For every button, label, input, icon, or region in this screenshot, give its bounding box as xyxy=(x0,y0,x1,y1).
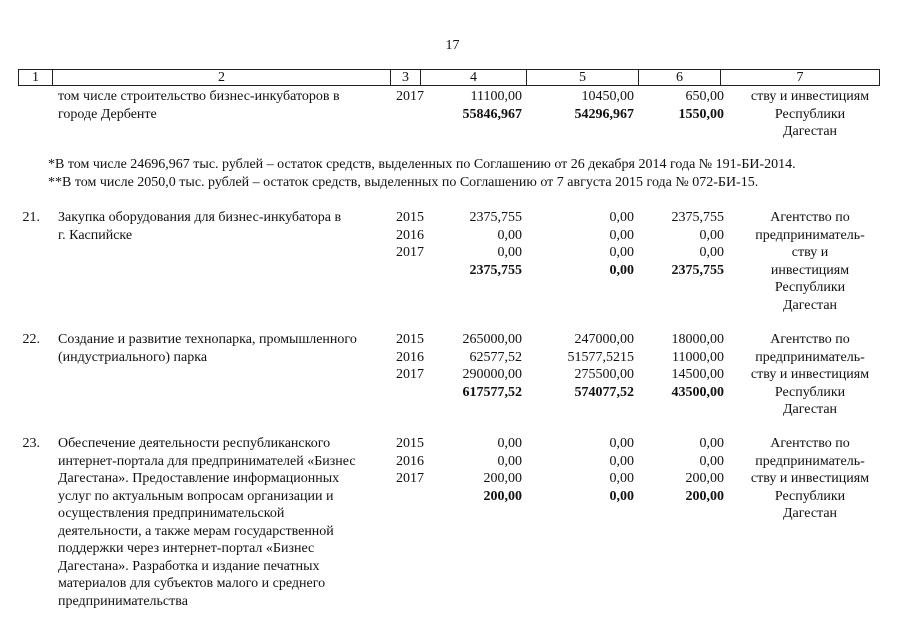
row-22-description: Создание и развитие технопарка, промышленного (индустриального) парка xyxy=(58,332,357,365)
row-23-agency: Агентство по предприниматель- ству и инвестициям Республики Дагестан xyxy=(750,436,870,521)
cont-row-col4: 11100,00 55846,967 xyxy=(462,89,522,122)
row-23-years: 2015 2016 2017 xyxy=(396,436,424,486)
header-col-3: 3 xyxy=(391,70,421,86)
row-21-agency: Агентство по предприниматель- ству и инвестициям Республики Дагестан xyxy=(755,210,865,313)
page-number: 17 xyxy=(445,38,460,53)
column-header-table xyxy=(18,69,880,86)
footnote-2: **В том числе 2050,0 тыс. рублей – остаток средств, выделенных по Соглашению от 7 августа 2015 года № 072-БИ-15. xyxy=(48,175,759,190)
row-23-col5: 0,00 0,00 0,00 0,00 xyxy=(609,436,634,504)
row-21-number: 21. xyxy=(22,210,40,225)
footnote-1: *В том числе 24696,967 тыс. рублей – остаток средств, выделенных по Соглашению от 26 декабря 2014 года № 191-БИ-2014. xyxy=(48,157,796,172)
cont-row-description: том числе строительство бизнес-инкубаторов в городе Дербенте xyxy=(58,89,340,122)
row-23-col6: 0,00 0,00 200,00 200,00 xyxy=(685,436,724,504)
row-21-description: Закупка оборудования для бизнес-инкубатора в г. Каспийске xyxy=(58,210,342,243)
row-21-col4: 2375,755 0,00 0,00 2375,755 xyxy=(469,210,522,278)
cont-row-col5: 10450,00 54296,967 xyxy=(574,89,634,122)
cont-row-col6: 650,00 1550,00 xyxy=(678,89,724,122)
row-22-agency: Агентство по предприниматель- ству и инвестициям Республики Дагестан xyxy=(750,332,870,417)
header-col-2: 2 xyxy=(53,70,391,86)
row-22-col5: 247000,00 51577,5215 275500,00 574077,52 xyxy=(567,332,634,400)
header-col-7: 7 xyxy=(721,70,880,86)
row-22-col4: 265000,00 62577,52 290000,00 617577,52 xyxy=(462,332,522,400)
row-22-number: 22. xyxy=(22,332,40,347)
cont-row-year: 2017 xyxy=(396,89,424,104)
header-col-1: 1 xyxy=(19,70,53,86)
header-col-5: 5 xyxy=(527,70,639,86)
row-23-col4: 0,00 0,00 200,00 200,00 xyxy=(483,436,522,504)
row-21-col5: 0,00 0,00 0,00 0,00 xyxy=(609,210,634,278)
row-23-number: 23. xyxy=(22,436,40,451)
row-21-col6: 2375,755 0,00 0,00 2375,755 xyxy=(671,210,724,278)
row-22-col6: 18000,00 11000,00 14500,00 43500,00 xyxy=(671,332,724,400)
row-23-description: Обеспечение деятельности республиканского интернет-портала для предпринимателей «Бизнес Дагестана». Предоставление информационных услуг по актуальным вопросам организации и осуществления предпринимательской деятельности, а также мерам государственной поддержки через интернет-портал «Бизнес Дагестана». Разработка и издание печатных материалов для субъектов малого и среднего предпринимательства xyxy=(58,436,356,609)
cont-row-agency: ству и инвестициям Республики Дагестан xyxy=(750,89,870,139)
row-21-years: 2015 2016 2017 xyxy=(396,210,424,260)
header-col-6: 6 xyxy=(639,70,721,86)
row-22-years: 2015 2016 2017 xyxy=(396,332,424,382)
header-col-4: 4 xyxy=(421,70,527,86)
